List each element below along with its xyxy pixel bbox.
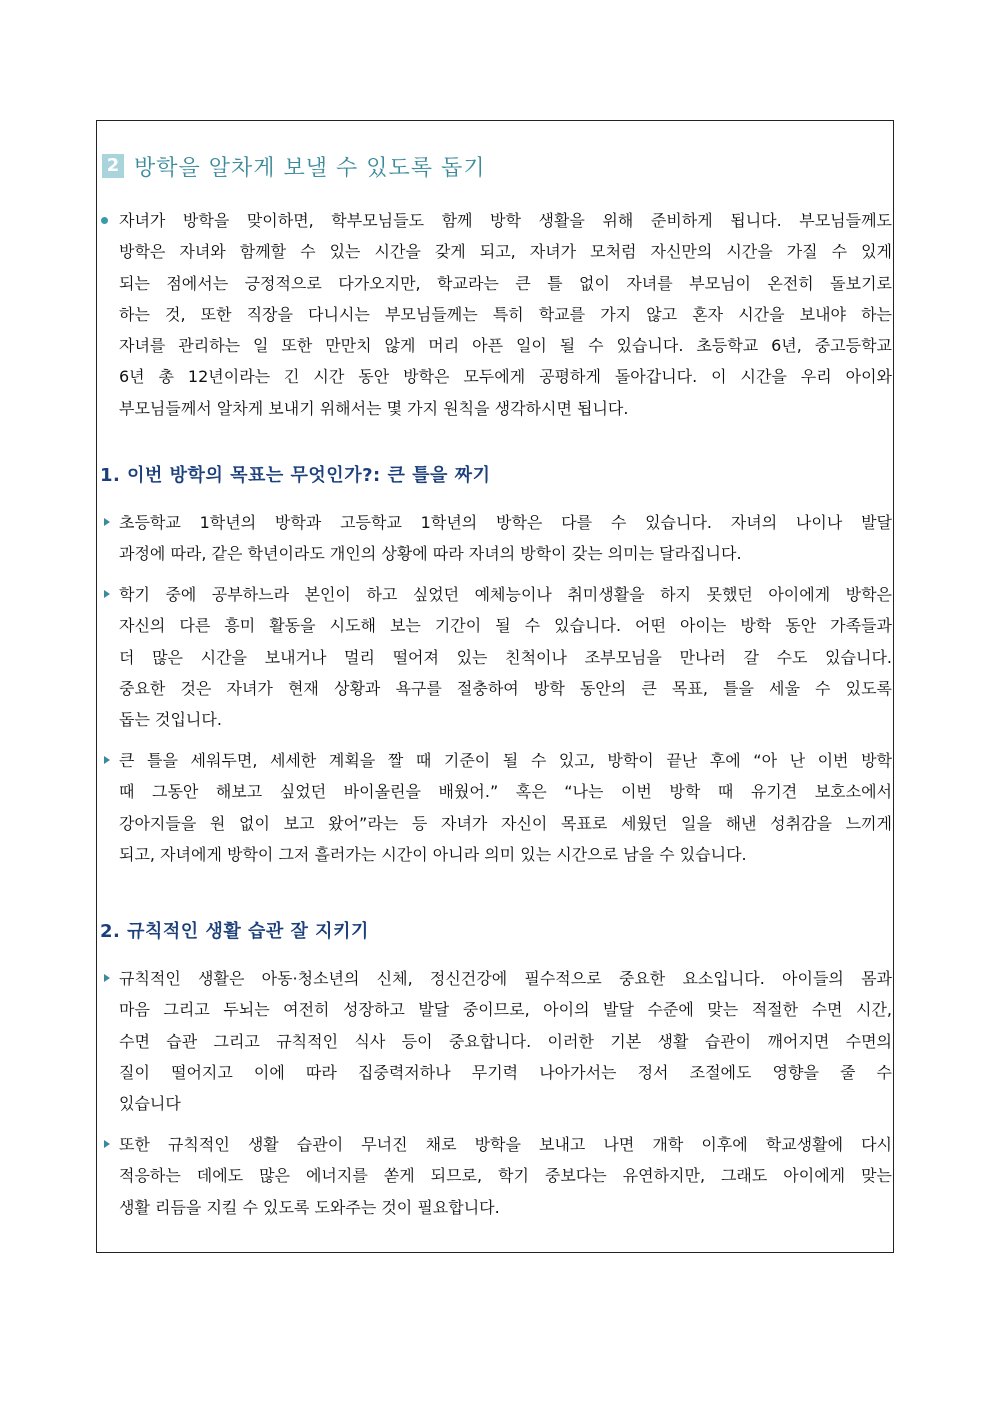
text-line: 되는 점에서는 긍정적으로 다가오지만, 학교라는 큰 틀 없이 자녀를 부모님이 온전히 돌보기로 xyxy=(119,273,892,293)
text-line: 과정에 따라, 같은 학년이라도 개인의 상황에 따라 자녀의 방학이 갖는 의미는 달라집니다. xyxy=(119,544,742,564)
text-line: 학기 중에 공부하느라 본인이 하고 싶었던 예체능이나 취미생활을 하지 못했던 아이에게 방학은 xyxy=(119,585,892,604)
section-title-text: 방학을 알차게 보낼 수 있도록 돕기 xyxy=(134,155,486,181)
section-2-bullet-1 xyxy=(100,963,892,1119)
text-line: 적응하는 데에도 많은 에너지를 쏟게 되므로, 학기 중보다는 유연하지만, 그래도 아이에게 맞는 xyxy=(119,1166,892,1186)
section-1-bullet-1 xyxy=(100,507,892,570)
section-2-bullet-2 xyxy=(100,1129,892,1223)
text-line: 마음 그리고 두뇌는 여전히 성장하고 발달 중이므로, 아이의 발달 수준에 맞는 적절한 수면 시간, xyxy=(119,1000,892,1020)
text-line: 돕는 것입니다. xyxy=(119,710,222,730)
text-line: 자신의 다른 흥미 활동을 시도해 보는 기간이 될 수 있습니다. 어떤 아이는 방학 동안 가족들과 xyxy=(119,616,892,636)
bullet-dot-icon xyxy=(101,217,108,224)
text-line: 규칙적인 생활은 아동·청소년의 신체, 정신건강에 필수적으로 중요한 요소입니다. 아이들의 몸과 xyxy=(119,969,892,988)
text-line: 자녀가 방학을 맞이하면, 학부모님들도 함께 방학 생활을 위해 준비하게 됩니다. 부모님들께도 xyxy=(119,211,892,230)
text-line: 부모님들께서 알차게 보내기 위해서는 몇 가지 원칙을 생각하시면 됩니다. xyxy=(119,398,629,418)
section-1-bullet-3 xyxy=(100,745,892,870)
text-line: 큰 틀을 세워두면, 세세한 계획을 짤 때 기준이 될 수 있고, 방학이 끝난 후에 “아 난 이번 방학 xyxy=(119,751,892,770)
bullet-triangle-icon xyxy=(104,1140,110,1148)
text-line: 강아지들을 원 없이 보고 왔어”라는 등 자녀가 자신이 목표로 세웠던 일을 해낸 성취감을 느끼게 xyxy=(119,813,892,833)
section-title xyxy=(102,150,486,182)
text-line: 더 많은 시간을 보내거나 멀리 떨어져 있는 친척이나 조부모님을 만나러 갈 수도 있습니다. xyxy=(119,647,892,667)
text-line: 때 그동안 해보고 싶었던 바이올린을 배웠어.” 혹은 “나는 이번 방학 때 유기견 보호소에서 xyxy=(119,782,892,802)
bullet-triangle-icon xyxy=(104,756,110,764)
bullet-triangle-icon xyxy=(104,590,110,598)
text-line: 되고, 자녀에게 방학이 그저 흘러가는 시간이 아니라 의미 있는 시간으로 남을 수 있습니다. xyxy=(119,844,747,864)
section-1-bullet-2 xyxy=(100,579,892,735)
text-line: 또한 규칙적인 생활 습관이 무너진 채로 방학을 보내고 나면 개학 이후에 학교생활에 다시 xyxy=(119,1135,892,1154)
section-2-heading: 2. 규칙적인 생활 습관 잘 지키기 xyxy=(100,921,369,942)
text-line: 중요한 것은 자녀가 현재 상황과 욕구를 절충하여 방학 동안의 큰 목표, 틀을 세울 수 있도록 xyxy=(119,678,892,698)
section-number-badge: 2 xyxy=(102,154,124,178)
intro-paragraph xyxy=(100,205,892,424)
bullet-triangle-icon xyxy=(104,974,110,982)
text-line: 있습니다 xyxy=(119,1094,181,1114)
text-line: 질이 떨어지고 이에 따라 집중력저하나 무기력 나아가서는 정서 조절에도 영향을 줄 수 xyxy=(119,1062,892,1082)
text-line: 초등학교 1학년의 방학과 고등학교 1학년의 방학은 다를 수 있습니다. 자녀의 나이나 발달 xyxy=(119,513,892,532)
text-line: 자녀를 관리하는 일 또한 만만치 않게 머리 아픈 일이 될 수 있습니다. 초등학교 6년, 중고등학교 xyxy=(119,336,892,356)
text-line: 방학은 자녀와 함께할 수 있는 시간을 갖게 되고, 자녀가 모처럼 자신만의 시간을 가질 수 있게 xyxy=(119,242,892,262)
text-line: 하는 것, 또한 직장을 다니시는 부모님들께는 특히 학교를 가지 않고 혼자 시간을 보내야 하는 xyxy=(119,304,892,324)
text-line: 수면 습관 그리고 규칙적인 식사 등이 중요합니다. 이러한 기본 생활 습관이 깨어지면 수면의 xyxy=(119,1031,892,1051)
bullet-triangle-icon xyxy=(104,518,110,526)
text-line: 6년 총 12년이라는 긴 시간 동안 방학은 모두에게 공평하게 돌아갑니다. 이 시간을 우리 아이와 xyxy=(119,367,892,387)
text-line: 생활 리듬을 지킬 수 있도록 도와주는 것이 필요합니다. xyxy=(119,1197,500,1217)
section-1-heading: 1. 이번 방학의 목표는 무엇인가?: 큰 틀을 짜기 xyxy=(100,465,491,486)
